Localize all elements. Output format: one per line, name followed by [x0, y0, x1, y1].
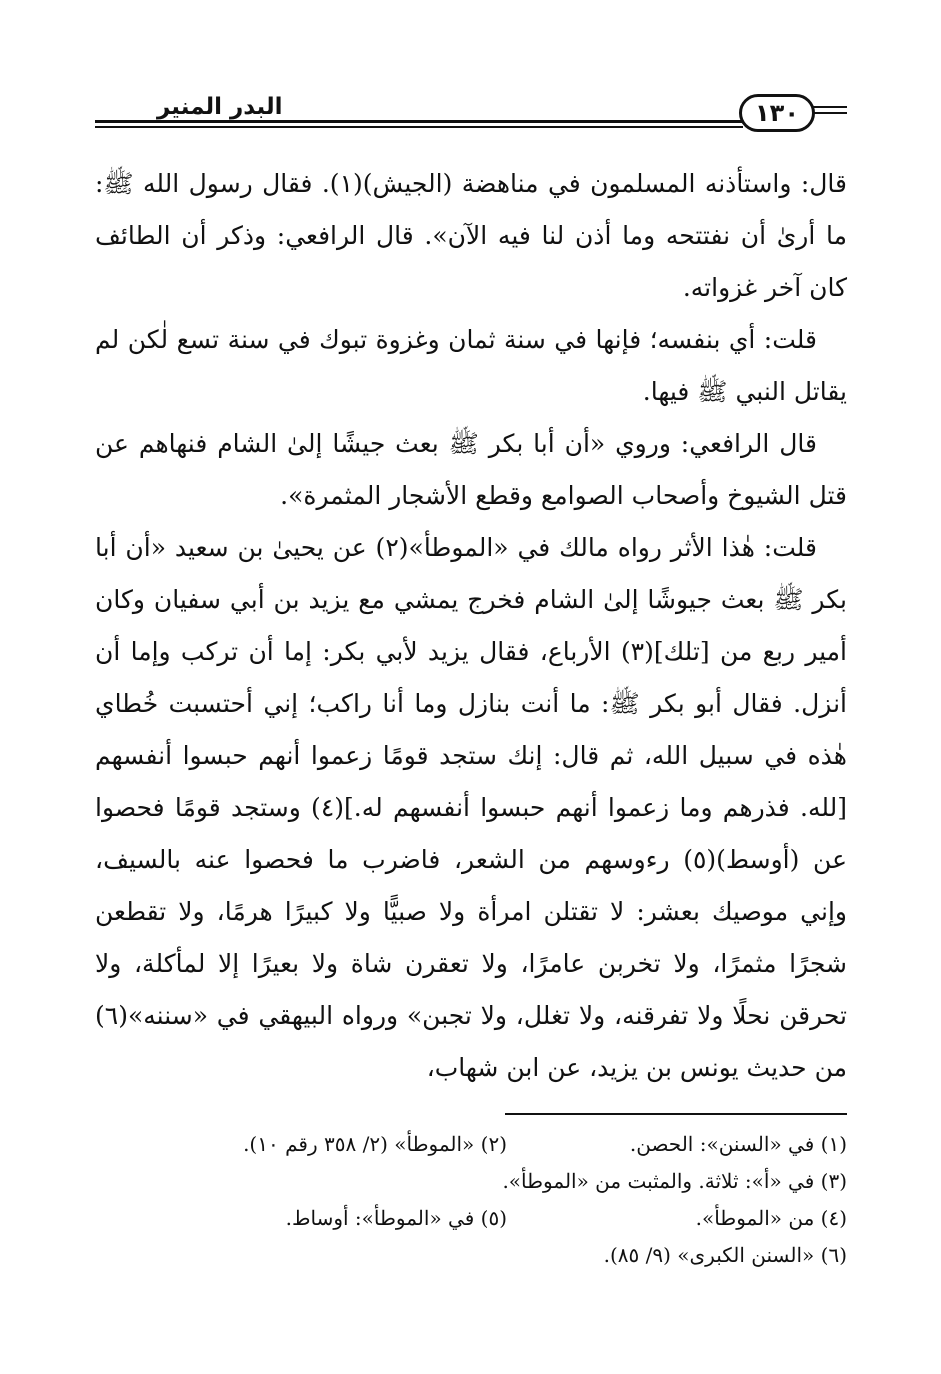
paragraph: قلت: هٰذا الأثر رواه مالك في «الموطأ»(٢) عن يحيىٰ بن سعيد «أن أبا بكر ﷺ بعث جيوشًا إلىٰ الشام فخرج يمشي مع يزيد بن أبي سفيان وكان أمير ربع من [تلك](٣) الأرباع، فقال يزيد لأبي بكر: إما أن تركب وإما أن أنزل. فقال أبو بكر ﷺ: ما أنت بنازل وما أنا راكب؛ إني أحتسبت خُطاي هٰذه في سبيل الله، ثم قال: إنك ستجد قومًا زعموا أنهم حبسوا أنفسهم [لله. فذرهم وما زعموا أنهم حبسوا أنفسهم له.](٤) وستجد قومًا فحصوا عن (أوسط)(٥) رءوسهم من الشعر، فاضرب ما فحصوا عنه بالسيف، وإني موصيك بعشر: لا تقتلن امرأة ولا صبيًّا ولا كبيرًا هرمًا، ولا تقطعن شجرًا مثمرًا، ولا تخربن عامرًا، ولا تعقرن شاة ولا بعيرًا إلا لمأكلة، ولا تحرقن نحلًا ولا تفرقنه، ولا تغلل، ولا تجبن» ورواه البيهقي في «سننه»(٦) من حديث يونس بن يزيد، عن ابن شهاب، — [95, 533, 847, 1082]
footnote-4: (٤) من «الموطأ». — [695, 1206, 847, 1230]
paragraph: قلت: أي بنفسه؛ فإنها في سنة ثمان وغزوة تبوك في سنة تسع لٰكن لم يقاتل النبي ﷺ فيها. — [95, 325, 847, 406]
header-rule-right-top — [813, 106, 847, 108]
header-rule-bottom — [95, 126, 743, 128]
footnote-1: (١) في «السنن»: الحصن. — [629, 1132, 847, 1156]
running-title: البدر المنير — [157, 94, 283, 120]
footnotes — [95, 1126, 847, 1274]
footnote-row — [95, 1163, 847, 1200]
footnote-separator — [505, 1113, 847, 1115]
footnote-2: (٢) «الموطأ» (٢/ ٣٥٨ رقم ١٠). — [243, 1132, 507, 1156]
page-number: ١٣٠ — [739, 94, 815, 132]
paragraph: قال: واستأذنه المسلمون في مناهضة (الجيش)(١). فقال رسول الله ﷺ: ما أرىٰ أن نفتتحه وما أذن لنا فيه الآن». قال الرافعي: وذكر أن الطائف كان آخر غزواته. — [95, 169, 847, 302]
body-text — [95, 158, 847, 1094]
footnote-row — [95, 1237, 847, 1274]
footnote-5: (٥) في «الموطأ»: أوساط. — [285, 1206, 507, 1230]
footnote-6: (٦) «السنن الكبرى» (٩/ ٨٥). — [603, 1243, 847, 1267]
paragraph: قال الرافعي: وروي «أن أبا بكر ﷺ بعث جيشًا إلىٰ الشام فنهاهم عن قتل الشيوخ وأصحاب الصوامع وقطع الأشجار المثمرة». — [95, 429, 847, 510]
footnote-row — [95, 1200, 847, 1237]
footnote-3: (٣) في «أ»: ثلاثة. والمثبت من «الموطأ». — [502, 1169, 847, 1193]
footnote-row — [95, 1126, 847, 1163]
header-rule-top — [95, 120, 743, 123]
page-header — [95, 92, 847, 144]
header-rule-right-bottom — [813, 112, 847, 114]
